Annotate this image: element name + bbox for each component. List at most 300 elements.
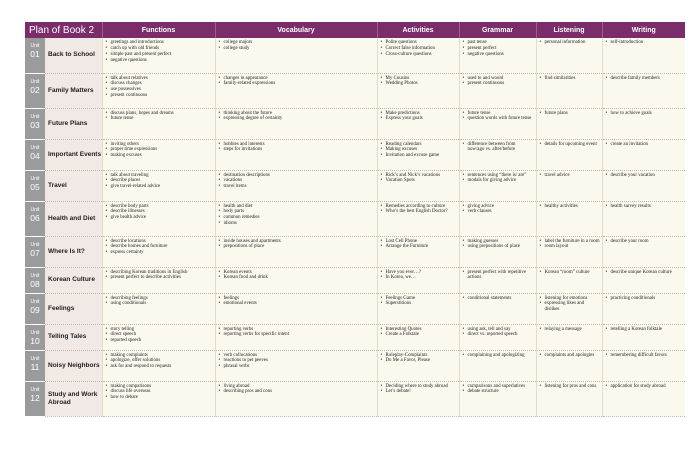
writing-item: • create an invitation bbox=[606, 142, 684, 148]
grammar-item: • comparisons and superlatives bbox=[463, 384, 534, 390]
grammar-item: • using ask, tell and say bbox=[463, 327, 534, 333]
vocabulary-item: • emotional events bbox=[219, 301, 375, 307]
vocabulary-item: • family-related expressions bbox=[219, 81, 375, 87]
vocabulary-item: • body parts bbox=[219, 209, 375, 215]
unit-label: Unit bbox=[30, 78, 40, 85]
functions-list bbox=[106, 173, 213, 191]
listening-cell bbox=[536, 324, 602, 350]
listening-item: • personal information bbox=[540, 40, 600, 46]
activities-list bbox=[381, 270, 457, 282]
functions-list bbox=[106, 76, 213, 100]
activities-item: • Remedies according to culture bbox=[381, 204, 457, 210]
functions-item: • describe illnesses bbox=[106, 209, 213, 215]
functions-cell bbox=[102, 38, 215, 73]
unit-title: Important Events bbox=[45, 139, 102, 170]
listening-item: • label the furniture in a room bbox=[540, 239, 600, 245]
unit-row bbox=[25, 324, 685, 350]
activities-cell bbox=[377, 293, 459, 324]
vocabulary-item: • reporting verbs bbox=[219, 327, 375, 333]
functions-item: • making complaints bbox=[106, 353, 213, 359]
functions-cell bbox=[102, 267, 215, 293]
grammar-list bbox=[463, 270, 534, 282]
unit-row bbox=[25, 73, 685, 108]
vocabulary-item: • reactions to pet peeves bbox=[219, 358, 375, 364]
unit-label: Unit bbox=[30, 272, 40, 279]
listening-list bbox=[540, 142, 600, 148]
functions-item: • story telling bbox=[106, 327, 213, 333]
grammar-cell bbox=[459, 293, 536, 324]
vocabulary-item: • college majors bbox=[219, 40, 375, 46]
unit-number: 06 bbox=[30, 212, 40, 223]
grammar-cell bbox=[459, 267, 536, 293]
functions-cell bbox=[102, 73, 215, 108]
functions-item: • greetings and introductions bbox=[106, 40, 213, 46]
listening-cell bbox=[536, 170, 602, 201]
functions-cell bbox=[102, 170, 215, 201]
listening-cell bbox=[536, 139, 602, 170]
writing-cell bbox=[602, 267, 685, 293]
vocabulary-cell bbox=[215, 324, 377, 350]
writing-list bbox=[606, 384, 684, 390]
functions-item: • discuss changes bbox=[106, 81, 213, 87]
activities-item: • Lost Cell Phone bbox=[381, 239, 457, 245]
listening-list bbox=[540, 239, 600, 251]
functions-item: • describe places bbox=[106, 178, 213, 184]
listening-item: • listening for pros and cons bbox=[540, 384, 600, 390]
grammar-list bbox=[463, 296, 534, 302]
grammar-item: • present perfect bbox=[463, 46, 534, 52]
activities-list bbox=[381, 173, 457, 185]
grammar-item: • sentences using “there is/ are” bbox=[463, 173, 534, 179]
writing-item: • describe unique Korean culture bbox=[606, 270, 684, 276]
grammar-list bbox=[463, 173, 534, 185]
functions-list bbox=[106, 40, 213, 64]
unit-number-cell bbox=[25, 170, 45, 201]
listening-list bbox=[540, 384, 600, 390]
vocabulary-cell bbox=[215, 170, 377, 201]
functions-item: • discuss plans, hopes and dreams bbox=[106, 111, 213, 117]
listening-cell bbox=[536, 381, 602, 416]
vocabulary-list bbox=[219, 239, 375, 251]
unit-number-cell bbox=[25, 38, 45, 73]
vocabulary-list bbox=[219, 111, 375, 123]
writing-list bbox=[606, 239, 684, 245]
functions-list bbox=[106, 327, 213, 345]
writing-list bbox=[606, 173, 684, 179]
listening-cell bbox=[536, 108, 602, 139]
vocabulary-item: • destination descriptions bbox=[219, 173, 375, 179]
functions-item: • reported speech bbox=[106, 338, 213, 344]
unit-row bbox=[25, 350, 685, 381]
vocabulary-cell bbox=[215, 293, 377, 324]
listening-list bbox=[540, 204, 600, 210]
vocabulary-item: • reporting verbs for specific intent bbox=[219, 332, 375, 338]
listening-list bbox=[540, 111, 600, 117]
unit-label: Unit bbox=[30, 355, 40, 362]
functions-item: • inviting others bbox=[106, 142, 213, 148]
vocabulary-cell bbox=[215, 73, 377, 108]
grammar-cell bbox=[459, 236, 536, 267]
activities-list bbox=[381, 327, 457, 339]
unit-number: 07 bbox=[30, 247, 40, 258]
activities-cell bbox=[377, 108, 459, 139]
functions-item: • future tense bbox=[106, 116, 213, 122]
writing-item: • health survey results bbox=[606, 204, 684, 210]
writing-cell bbox=[602, 201, 685, 236]
activities-item: • Vacation Spots bbox=[381, 178, 457, 184]
functions-list bbox=[106, 239, 213, 257]
grammar-list bbox=[463, 353, 534, 359]
vocabulary-item: • idioms bbox=[219, 221, 375, 227]
grammar-item: • negative questions bbox=[463, 52, 534, 58]
unit-label: Unit bbox=[30, 206, 40, 213]
grammar-item: • future tense bbox=[463, 111, 534, 117]
column-header-writing: Writing bbox=[602, 22, 685, 38]
functions-item: • describe homes and furniture bbox=[106, 244, 213, 250]
unit-title: Where Is It? bbox=[45, 236, 102, 267]
activities-cell bbox=[377, 381, 459, 416]
unit-number-cell bbox=[25, 324, 45, 350]
functions-item: • describing Korean traditions in English bbox=[106, 270, 213, 276]
grammar-list bbox=[463, 327, 534, 339]
writing-cell bbox=[602, 73, 685, 108]
writing-item: • describe your vacation bbox=[606, 173, 684, 179]
functions-cell bbox=[102, 139, 215, 170]
grammar-list bbox=[463, 384, 534, 396]
vocabulary-item: • steps for invitations bbox=[219, 147, 375, 153]
vocabulary-item: • thinking about the future bbox=[219, 111, 375, 117]
vocabulary-item: • travel items bbox=[219, 184, 375, 190]
unit-number: 08 bbox=[30, 278, 40, 289]
activities-item: • Polite questions bbox=[381, 40, 457, 46]
functions-item: • catch up with old friends bbox=[106, 46, 213, 52]
unit-number-cell bbox=[25, 267, 45, 293]
unit-number: 11 bbox=[30, 361, 40, 372]
writing-cell bbox=[602, 170, 685, 201]
unit-label: Unit bbox=[30, 175, 40, 182]
grammar-item: • present continuous bbox=[463, 81, 534, 87]
functions-item: • describe body parts bbox=[106, 204, 213, 210]
writing-cell bbox=[602, 350, 685, 381]
vocabulary-list bbox=[219, 296, 375, 308]
column-header-functions: Functions bbox=[102, 22, 215, 38]
writing-list bbox=[606, 270, 684, 276]
unit-title: Family Matters bbox=[45, 73, 102, 108]
functions-item: • how to debate bbox=[106, 395, 213, 401]
functions-cell bbox=[102, 201, 215, 236]
activities-item: • Making excuses bbox=[381, 147, 457, 153]
activities-cell bbox=[377, 267, 459, 293]
activities-item: • Roleplay-Complaints bbox=[381, 353, 457, 359]
unit-number: 12 bbox=[30, 392, 40, 403]
grammar-cell bbox=[459, 38, 536, 73]
activities-item: • Arrange the Furniture bbox=[381, 244, 457, 250]
activities-list bbox=[381, 111, 457, 123]
activities-item: • Who’s the best English Doctor? bbox=[381, 209, 457, 215]
listening-list bbox=[540, 173, 600, 179]
grammar-item: • present perfect with repetitive actions bbox=[463, 270, 534, 282]
vocabulary-cell bbox=[215, 201, 377, 236]
grammar-item: • question words with future tense bbox=[463, 116, 534, 122]
activities-item: • Let’s debate! bbox=[381, 389, 457, 395]
unit-title: Future Plans bbox=[45, 108, 102, 139]
vocabulary-list bbox=[219, 173, 375, 191]
activities-item: • Have you ever…? bbox=[381, 270, 457, 276]
listening-item: • room layout bbox=[540, 244, 600, 250]
writing-cell bbox=[602, 139, 685, 170]
vocabulary-item: • living abroad bbox=[219, 384, 375, 390]
functions-item: • describe locations bbox=[106, 239, 213, 245]
vocabulary-item: • common remedies bbox=[219, 215, 375, 221]
functions-list bbox=[106, 296, 213, 308]
header-row bbox=[25, 22, 685, 38]
vocabulary-item: • vacations bbox=[219, 178, 375, 184]
writing-item: • practicing conditionals bbox=[606, 296, 684, 302]
functions-item: • give travel-related advice bbox=[106, 184, 213, 190]
writing-item: • retelling a Korean folktale bbox=[606, 327, 684, 333]
activities-item: • Rick’s and Nick’s vacations bbox=[381, 173, 457, 179]
unit-number-cell bbox=[25, 201, 45, 236]
unit-number: 01 bbox=[30, 49, 40, 59]
vocabulary-item: • phrasal verbs bbox=[219, 364, 375, 370]
unit-row bbox=[25, 201, 685, 236]
vocabulary-item: • feelings bbox=[219, 296, 375, 302]
listening-item: • listening for emotions bbox=[540, 296, 600, 302]
grammar-item: • past tense bbox=[463, 40, 534, 46]
functions-list bbox=[106, 111, 213, 123]
writing-list bbox=[606, 142, 684, 148]
activities-item: • Cross-culture questions bbox=[381, 52, 457, 58]
vocabulary-cell bbox=[215, 38, 377, 73]
grammar-list bbox=[463, 239, 534, 251]
listening-item: • complaints and apologies bbox=[540, 353, 600, 359]
unit-number-cell bbox=[25, 139, 45, 170]
grammar-cell bbox=[459, 350, 536, 381]
unit-number-cell bbox=[25, 293, 45, 324]
vocabulary-list bbox=[219, 270, 375, 282]
grammar-item: • complaining and apologizing bbox=[463, 353, 534, 359]
writing-cell bbox=[602, 38, 685, 73]
listening-list bbox=[540, 296, 600, 314]
activities-item: • Make predictions bbox=[381, 111, 457, 117]
vocabulary-list bbox=[219, 76, 375, 88]
activities-item: • Feelings Game bbox=[381, 296, 457, 302]
grammar-cell bbox=[459, 324, 536, 350]
grammar-cell bbox=[459, 73, 536, 108]
activities-list bbox=[381, 384, 457, 396]
vocabulary-item: • inside houses and apartments bbox=[219, 239, 375, 245]
unit-number: 10 bbox=[30, 335, 40, 346]
unit-row bbox=[25, 139, 685, 170]
unit-label: Unit bbox=[30, 144, 40, 151]
listening-list bbox=[540, 40, 600, 46]
functions-cell bbox=[102, 108, 215, 139]
functions-item: • using conditionals bbox=[106, 301, 213, 307]
listening-item: • Korean “room” culture bbox=[540, 270, 600, 276]
listening-item: • details for upcoming event bbox=[540, 142, 600, 148]
writing-item: • how to achieve goals bbox=[606, 111, 684, 117]
unit-title: Study and Work Abroad bbox=[45, 381, 102, 416]
unit-number: 05 bbox=[30, 181, 40, 192]
vocabulary-list bbox=[219, 204, 375, 228]
listening-item: • expressing likes and dislikes bbox=[540, 301, 600, 313]
listening-cell bbox=[536, 267, 602, 293]
units-body bbox=[25, 38, 685, 416]
activities-item: • Interesting Quotes bbox=[381, 327, 457, 333]
functions-item: • express certainty bbox=[106, 250, 213, 256]
functions-item: • present perfect to describe activities bbox=[106, 275, 213, 281]
listening-item: • healthy activities bbox=[540, 204, 600, 210]
activities-item: • Wedding Photos bbox=[381, 81, 457, 87]
writing-list bbox=[606, 204, 684, 210]
activities-list bbox=[381, 353, 457, 365]
writing-cell bbox=[602, 236, 685, 267]
grammar-item: • giving advice bbox=[463, 204, 534, 210]
listening-item: • relaying a message bbox=[540, 327, 600, 333]
functions-item: • simple past and present perfect bbox=[106, 52, 213, 58]
unit-title: Noisy Neighbors bbox=[45, 350, 102, 381]
functions-cell bbox=[102, 236, 215, 267]
unit-number-cell bbox=[25, 350, 45, 381]
plan-of-book-table bbox=[25, 22, 685, 417]
vocabulary-cell bbox=[215, 108, 377, 139]
column-header-activities: Activities bbox=[377, 22, 459, 38]
vocabulary-item: • prepositions of place bbox=[219, 244, 375, 250]
vocabulary-list bbox=[219, 327, 375, 339]
unit-row bbox=[25, 236, 685, 267]
activities-item: • Do Me a Favor, Please bbox=[381, 358, 457, 364]
vocabulary-list bbox=[219, 353, 375, 371]
functions-cell bbox=[102, 324, 215, 350]
grammar-item: • difference between from now/ago vs. after/before bbox=[463, 142, 534, 154]
listening-item: • travel advice bbox=[540, 173, 600, 179]
activities-item: • My Cousins bbox=[381, 76, 457, 82]
unit-title: Health and Diet bbox=[45, 201, 102, 236]
vocabulary-item: • expressing degree of certainty bbox=[219, 116, 375, 122]
functions-item: • give health advice bbox=[106, 215, 213, 221]
unit-label: Unit bbox=[30, 43, 40, 49]
functions-item: • discuss life overseas bbox=[106, 389, 213, 395]
functions-item: • ask for and respond to requests bbox=[106, 364, 213, 370]
activities-cell bbox=[377, 139, 459, 170]
functions-list bbox=[106, 353, 213, 371]
vocabulary-cell bbox=[215, 139, 377, 170]
functions-item: • making excuses bbox=[106, 153, 213, 159]
functions-item: • use possessives bbox=[106, 87, 213, 93]
grammar-item: • modals for giving advice bbox=[463, 178, 534, 184]
writing-item: • remembering difficult favors bbox=[606, 353, 684, 359]
writing-cell bbox=[602, 381, 685, 416]
activities-item: • Invitation and excuse game bbox=[381, 153, 457, 159]
activities-list bbox=[381, 239, 457, 251]
plan-of-book-table-container bbox=[25, 22, 685, 417]
vocabulary-item: • changes in appearance bbox=[219, 76, 375, 82]
functions-cell bbox=[102, 293, 215, 324]
listening-item: • find similarities bbox=[540, 76, 600, 82]
functions-item: • apologize, offer solutions bbox=[106, 358, 213, 364]
writing-list bbox=[606, 76, 684, 82]
unit-label: Unit bbox=[30, 329, 40, 336]
activities-cell bbox=[377, 350, 459, 381]
functions-item: • describing feelings bbox=[106, 296, 213, 302]
grammar-list bbox=[463, 204, 534, 216]
activities-list bbox=[381, 204, 457, 216]
activities-list bbox=[381, 40, 457, 58]
listening-list bbox=[540, 327, 600, 333]
vocabulary-item: • hobbies and interests bbox=[219, 142, 375, 148]
activities-item: • Express your goals bbox=[381, 116, 457, 122]
vocabulary-item: • verb collocations bbox=[219, 353, 375, 359]
functions-item: • talk about relatives bbox=[106, 76, 213, 82]
unit-title: Back to School bbox=[45, 38, 102, 73]
unit-number-cell bbox=[25, 108, 45, 139]
functions-list bbox=[106, 204, 213, 222]
writing-list bbox=[606, 296, 684, 302]
unit-title: Feelings bbox=[45, 293, 102, 324]
unit-number: 02 bbox=[30, 84, 40, 95]
grammar-item: • direct vs. reported speech bbox=[463, 332, 534, 338]
listening-list bbox=[540, 76, 600, 82]
functions-item: • direct speech bbox=[106, 332, 213, 338]
grammar-item: • using prepositions of place bbox=[463, 244, 534, 250]
activities-item: • Superstitions bbox=[381, 301, 457, 307]
vocabulary-list bbox=[219, 40, 375, 52]
listening-cell bbox=[536, 350, 602, 381]
unit-label: Unit bbox=[30, 241, 40, 248]
activities-cell bbox=[377, 236, 459, 267]
unit-number: 09 bbox=[30, 304, 40, 315]
unit-row bbox=[25, 108, 685, 139]
grammar-cell bbox=[459, 381, 536, 416]
vocabulary-item: • Korean food and drink bbox=[219, 275, 375, 281]
grammar-item: • making guesses bbox=[463, 239, 534, 245]
unit-row bbox=[25, 293, 685, 324]
grammar-list bbox=[463, 111, 534, 123]
listening-cell bbox=[536, 236, 602, 267]
grammar-cell bbox=[459, 201, 536, 236]
grammar-list bbox=[463, 40, 534, 58]
grammar-list bbox=[463, 142, 534, 154]
unit-title: Travel bbox=[45, 170, 102, 201]
grammar-cell bbox=[459, 108, 536, 139]
listening-list bbox=[540, 270, 600, 276]
functions-item: • present continuous bbox=[106, 93, 213, 99]
vocabulary-cell bbox=[215, 381, 377, 416]
writing-item: • application for study abroad bbox=[606, 384, 684, 390]
unit-label: Unit bbox=[30, 386, 40, 393]
activities-item: • Correct false information bbox=[381, 46, 457, 52]
column-header-listening: Listening bbox=[536, 22, 602, 38]
writing-cell bbox=[602, 293, 685, 324]
activities-list bbox=[381, 142, 457, 160]
unit-row bbox=[25, 381, 685, 416]
unit-label: Unit bbox=[30, 113, 40, 120]
listening-item: • future plans bbox=[540, 111, 600, 117]
writing-list bbox=[606, 40, 684, 46]
unit-label: Unit bbox=[30, 298, 40, 305]
writing-item: • describe family members bbox=[606, 76, 684, 82]
vocabulary-cell bbox=[215, 350, 377, 381]
grammar-cell bbox=[459, 170, 536, 201]
functions-item: • talk about traveling bbox=[106, 173, 213, 179]
unit-row bbox=[25, 267, 685, 293]
writing-item: • describe your room bbox=[606, 239, 684, 245]
grammar-item: • debate structure bbox=[463, 389, 534, 395]
functions-cell bbox=[102, 381, 215, 416]
activities-cell bbox=[377, 170, 459, 201]
unit-number-cell bbox=[25, 73, 45, 108]
writing-list bbox=[606, 111, 684, 117]
